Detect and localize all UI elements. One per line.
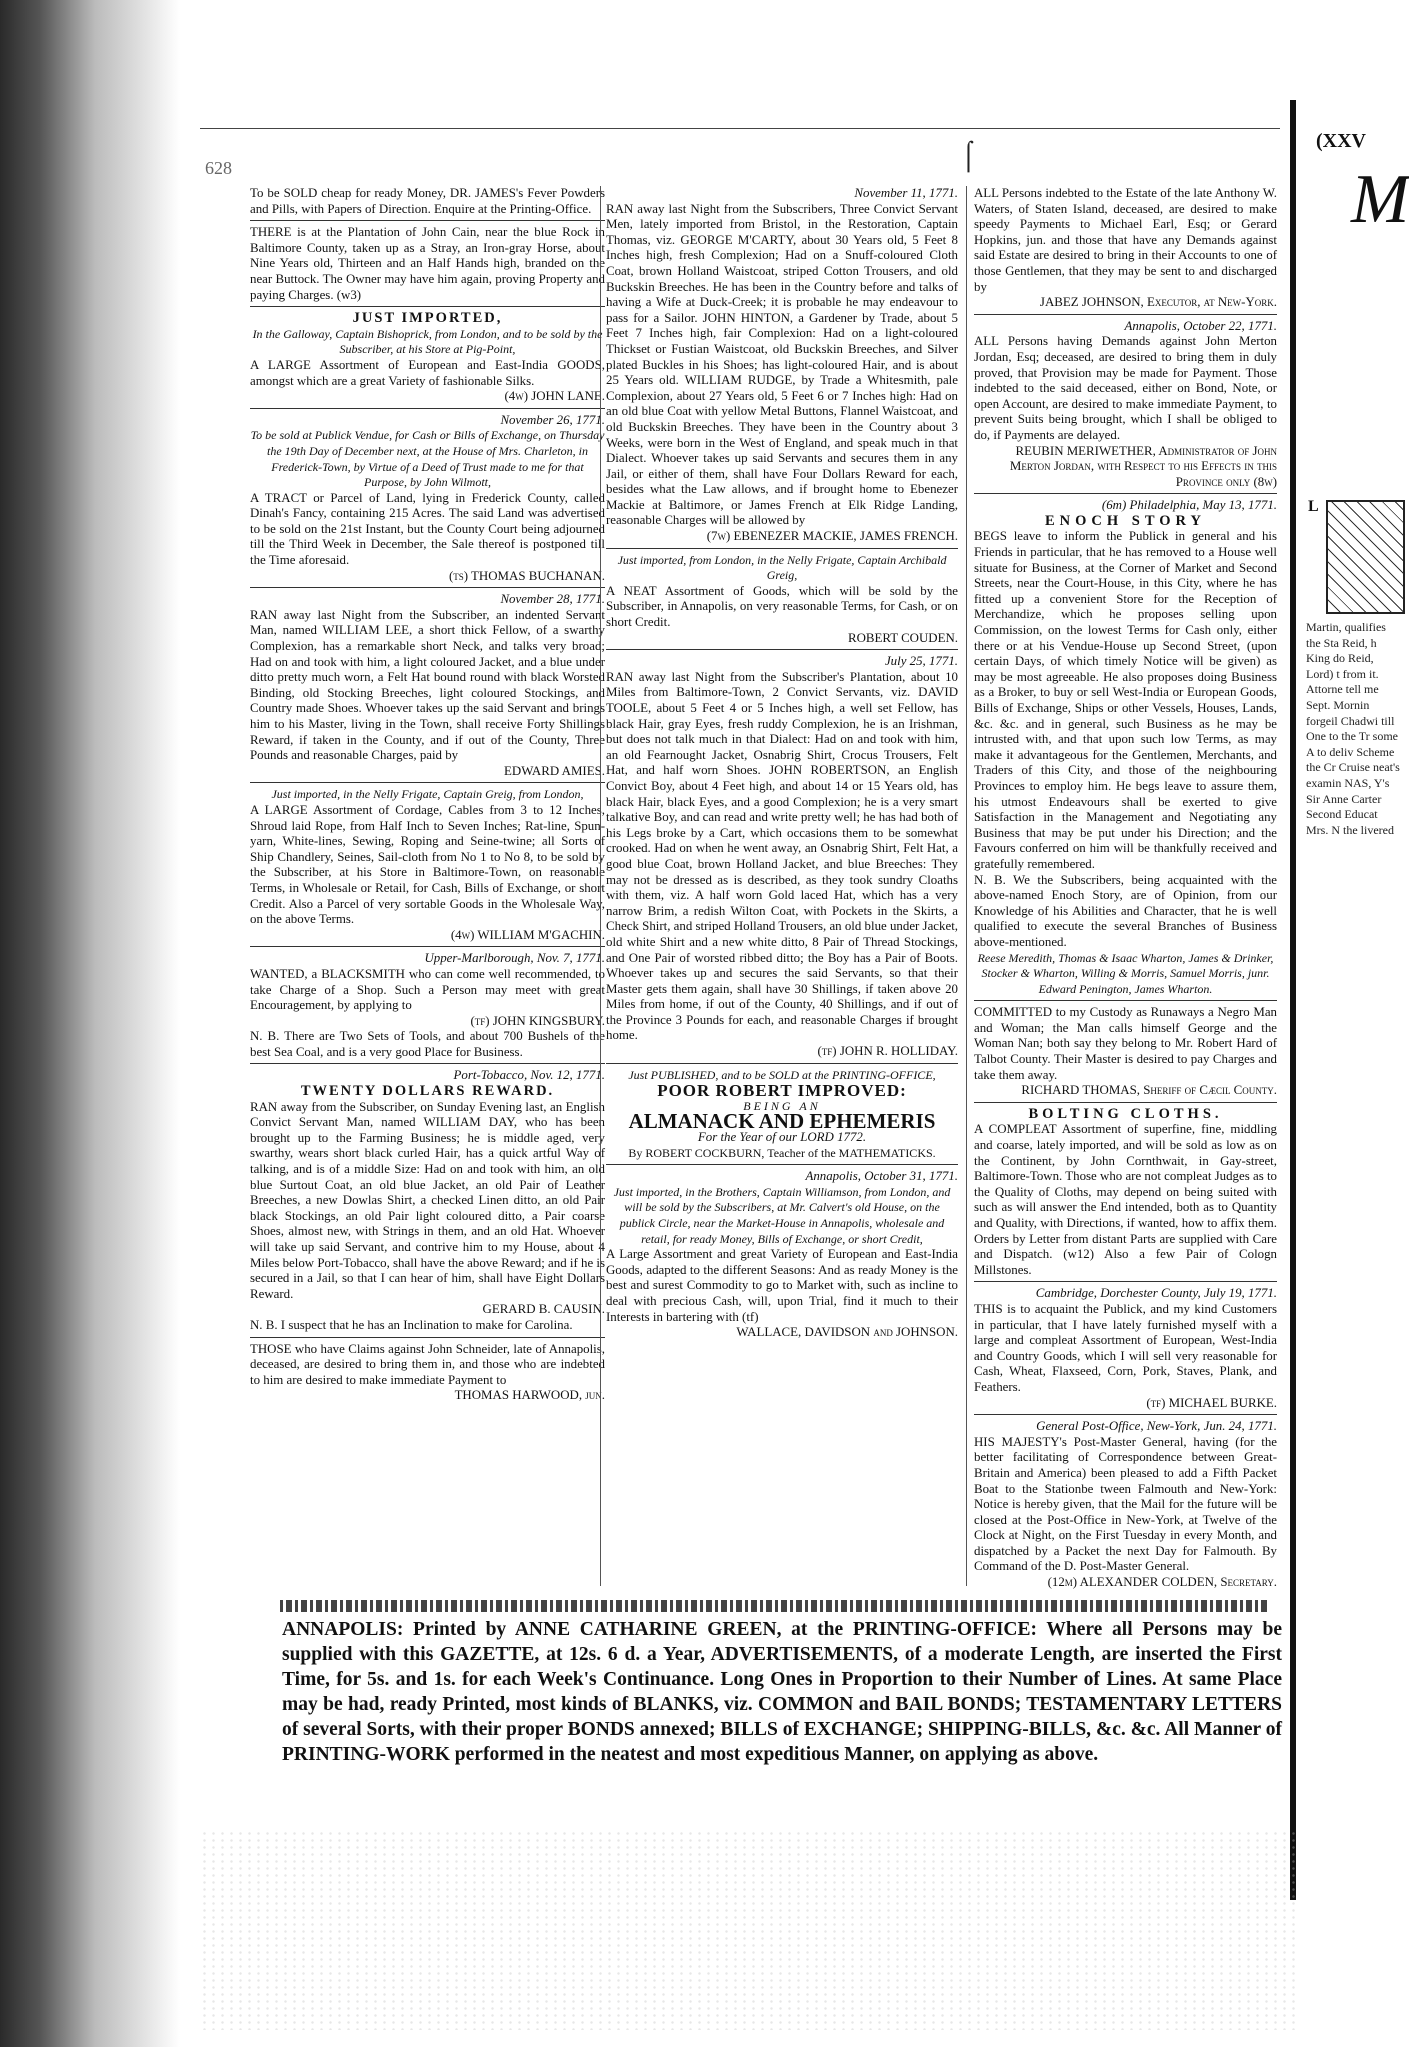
facing-page-title: (XXV	[1316, 130, 1366, 152]
ad-enoch-story: (6m) Philadelphia, May 13, 1771. ENOCH STORY BEGS leave to inform the Publick in general and his Friends in particular, that he has removed to a House well situate for Business, at the Corner of Market and Second Streets, near the Court-House, in this City, where he has fitted up a convenient Store for the Reception of Merchandize, which he proposes selling upon Commission, on the lowest Terms for Cash only, either there or at his Vendue-House up Second Street, (upon certain Days, of which timely Notice will be given) as may be most agreeable. He also proposes doing Business as a Broker, to buy or sell West-India or European Goods, Bills of Exchange, Ships or other Vessels, Houses, Lands, &c. &c. and in general, such Business as he may be intrusted with, and that upon such low Terms, as may make it advantageous for the Gentlemen, Merchants, and Traders of this City, and those of the neighbouring Provinces to employ him. He begs leave to assure them, his utmost Endeavours shall be exerted to give Satisfaction in the Management and Negotiating any Business that may be put under his Direction; and the Favours conferred on him will be thankfully received and gratefully remembered. N. B. We the Subscribers, being acquainted with the above-named Enoch Story, are of Opinion, from our Knowledge of his Abilities and Character, that he is well qualified to execute the several Branches of Business above-mentioned. Reese Meredith, Thomas & Isaac Wharton, James & Drinker, Stocker & Wharton, Willing & Morris, Samuel Morris, junr. Edward Penington, James Wharton.	[974, 498, 1277, 1001]
ink-mark: ⌠	[960, 140, 977, 171]
ad-committed-runaways: COMMITTED to my Custody as Runaways a Negro Man and Woman; the Man calls himself George and the Woman Nan; both say they belong to Mr. Robert Hard of Talbot County. Their Master is desired to pay Charges and take them away. RICHARD THOMAS, Sheriff of Cæcil County.	[974, 1005, 1277, 1103]
ad-schneider-claims: THOSE who have Claims against John Schneider, late of Annapolis, deceased, are desired to bring them in, and those who are indebted to him are desired to make immediate Payment to THOMAS HARWOOD, jun.	[250, 1341, 605, 1403]
column-3	[974, 186, 1277, 1601]
facing-page-section: L	[1308, 498, 1319, 515]
column-rule-1	[600, 186, 601, 1586]
column-rule-2	[966, 186, 967, 1586]
ad-runaway-william-lee: November 28, 1771. RAN away last Night from the Subscriber, an indented Servant Man, named WILLIAM LEE, a short thick Fellow, of a swarthy Complexion, has a remarkable short Neck, and talks very broad; Had on and took with him, a light coloured Jacket, and a blue under ditto pretty much worn, a Felt Hat bound round with black Worsted Binding, old Stocking Breeches, light coloured Stockings, and Country made Shoes. Whoever takes up the said Servant and brings him to his Master, living in the Town, shall receive Forty Shillings Reward, if taken in the County, and if out of the County, Three Pounds and reasonable Charges, paid by EDWARD AMIES.	[250, 592, 605, 783]
ad-jordan-estate: Annapolis, October 22, 1771. ALL Persons having Demands against John Merton Jordan, Esq; deceased, are desired to bring them in duly proved, that Provision may be made for Payment. Those indebted to the said deceased, either on Bond, Note, or open Account, are desired to make immediate Payment, to prevent Suits being brought, which I shall be obliged to do, if Payments are delayed. REUBIN MERIWETHER, Administrator of John Merton Jordan, with Respect to his Effects in this Province only (8w)	[974, 319, 1277, 495]
column-2	[606, 186, 958, 1601]
facing-page-ornament	[1326, 500, 1405, 614]
facing-page-fragment	[1290, 100, 1409, 1900]
page-number: 628	[205, 158, 232, 178]
ad-three-convicts: November 11, 1771. RAN away last Night from the Subscribers, Three Convict Servant Men, lately imported from Bristol, in the Restoration, Captain Thomas, viz. GEORGE M'CARTY, about 30 Years old, 5 Feet 8 Inches high, fresh Complexion; Had on a Snuff-coloured Cloth Coat, brown Holland Waistcoat, striped Cotton Trousers, and old Buckskin Breeches. He has been in the Country before and talks of having a Wife at Duck-Creek; it is probable he may endeavour to pass for a Sailor. JOHN HINTON, a Gardener by Trade, about 5 Feet 7 Inches high, fair Complexion: Had on a light-coloured Thickset or Fustian Waistcoat, old Buckskin Breeches, and Silver plated Buckles in his Shoes; has light-coloured Hair, and is about 25 Years old. WILLIAM RUDGE, by Trade a Whitesmith, pale Complexion, about 27 Years old, 5 Feet 6 or 7 Inches high: Had on an old blue Coat with yellow Metal Buttons, Flannel Waistcoat, and old Buckskin Breeches. They have been in the Country about 3 Weeks, were born in the West of England, and speak much in that Dialect. Whoever takes up said Servants and secures them in any Jail, or either of them, shall have Four Dollars Reward for each, besides what the Law allows, and if brought home to Ebenezer Mackie at Baltimore, or James French at Elk Ridge Landing, reasonable Charges will be allowed by (7w) EBENEZER MACKIE, JAMES FRENCH.	[606, 186, 958, 549]
ad-almanack: Just PUBLISHED, and to be SOLD at the PRINTING-OFFICE, POOR ROBERT IMPROVED: BEING AN ALMANACK AND EPHEMERIS For the Year of our LORD 1772. By ROBERT COCKBURN, Teacher of the MATHEMATICKS.	[606, 1068, 958, 1166]
ad-cordage: Just imported, in the Nelly Frigate, Captain Greig, from London, A LARGE Assortment of Cordage, Cables from 3 to 12 Inches, Shroud laid Rope, from Half Inch to Seven Inches; Rat-line, Spun-yarn, White-lines, Sewing, Roping and Seine-twine; all Sorts of Ship Chandlery, Seines, Sail-cloth from No 1 to No 8, to be sold by the Subscriber, at his Store in Baltimore-Town, on reasonable Terms, in Wholesale or Retail, for Cash, Bills of Exchange, or short Credit. Also a Parcel of very sortable Goods in the Wholesale Way, on the above Terms. (4w) WILLIAM M'GACHIN.	[250, 787, 605, 947]
ad-michael-burke: Cambridge, Dorchester County, July 19, 1771. THIS is to acquaint the Publick, and my kind Customers in particular, that I have lately furnished myself with a large and compleat Assortment of European, West-India and Country Goods, which I will sell very reasonable for Cash, Wheat, Flaxseed, Corn, Pork, Staves, Plank, and Feathers. (tf) MICHAEL BURKE.	[974, 1286, 1277, 1415]
ad-stray-horse: THERE is at the Plantation of John Cain, near the blue Rock in Baltimore County, taken up as a Stray, an Iron-gray Horse, about Nine Years old, Thirteen and an Half Hands high, branded on the near Buttock. The Owner may have him again, proving Property and paying Charges. (w3)	[250, 225, 605, 307]
ad-land-vendue: November 26, 1771. To be sold at Publick Vendue, for Cash or Bills of Exchange, on Thursday the 19th Day of December next, at the House of Mrs. Charleton, in Frederick-Town, by Virtue of a Deed of Trust made to me for that Purpose, by John Wilmott, A TRACT or Parcel of Land, lying in Frederick County, called Dinah's Fancy, containing 215 Acres. The said Land was advertised to be sold on the 21st Instant, but the County Court being adjourned till the Third Week in December, the Sale thereof is postponed till the Time aforesaid. (ts) THOMAS BUCHANAN.	[250, 413, 605, 589]
ad-waters-estate: ALL Persons indebted to the Estate of the late Anthony W. Waters, of Staten Island, deceased, are desired to make speedy Payments to Michael Earl, Esq; or Gerard Hopkins, jun. and those that have any Demands against said Estate are desired to bring in their Accounts to one of those Gentlemen, that they may be sent to and discharged by JABEZ JOHNSON, Executor, at New-York.	[974, 186, 1277, 315]
ad-blacksmith-wanted: Upper-Marlborough, Nov. 7, 1771. WANTED, a BLACKSMITH who can come well recommended, to take Charge of a Shop. Such a Person may meet with great Encouragement, by applying to (tf) JOHN KINGSBURY. N. B. There are Two Sets of Tools, and about 700 Bushels of the best Sea Coal, and is a very good Place for Business.	[250, 951, 605, 1064]
ad-bolting-cloths: BOLTING CLOTHS. A COMPLEAT Assortment of superfine, fine, middling and coarse, lately imported, and will be sold as low as on the Continent, by John Cornthwait, in Gay-street, Baltimore-Town. Those who are not compleat Judges as to the Quality of Cloths, may depend on being suited with such as will answer the End intended, both as to Quantity and Quality, with Directions, if wanted, how to affix them. Orders by Letter from distant Parts are supplied with Care and Dispatch. (w12) Also a few Pair of Cologn Millstones.	[974, 1107, 1277, 1283]
ad-post-office: General Post-Office, New-York, Jun. 24, 1771. HIS MAJESTY's Post-Master General, having (for the better facilitating of Correspondence between Great-Britain and America) been pleased to add a Fifth Packet Boat to the Stationbe tween Falmouth and New-York: Notice is hereby given, that the Mail for the future will be closed at the Post-Office in New-York, at Twelve of the Clock at Night, on the First Tuesday in every Month, and dispatched by a Packet the next Day for Falmouth. By Command of the D. Post-Master General. (12m) ALEXANDER COLDEN, Secretary.	[974, 1419, 1277, 1590]
ad-robert-couden: Just imported, from London, in the Nelly Frigate, Captain Archibald Greig, A NEAT Assortment of Goods, which will be sold by the Subscriber, in Annapolis, on very reasonable Terms, for Cash, or on short Credit. ROBERT COUDEN.	[606, 553, 958, 651]
ornamental-border	[280, 1600, 1270, 1612]
binding-shadow	[0, 0, 200, 2047]
facing-page-text: Martin, qualifies the Sta Reid, h King do Reid, Lord) t from it. Attorne tell me Sept. Mornin forgeil Chadwi till One to the Tr some A to deliv Scheme the Cr Cruise neat's examin NAS, Y's Sir Anne Carter Second Educat Mrs. N the livered	[1306, 620, 1400, 837]
paper-speckle	[200, 1830, 1300, 2030]
ad-wallace-davidson-johnson: Annapolis, October 31, 1771. Just imported, in the Brothers, Captain Williamson, from London, and will be sold by the Subscribers, at Mr. Calvert's old House, on the publick Circle, near the Market-House in Annapolis, wholesale and retail, for ready Money, Bills of Exchange, or short Credit, A Large Assortment and great Variety of European and East-India Goods, adapted to the different Seasons: And as ready Money is the best and surest Commodity to go to Market with, such as incline to deal with precious Cash, will, upon Trial, find it much to their Interests in bartering with (tf) WALLACE, DAVIDSON and JOHNSON.	[606, 1169, 958, 1340]
ad-fever-powders: To be SOLD cheap for ready Money, DR. JAMES's Fever Powders and Pills, with Papers of Direction. Enquire at the Printing-Office.	[250, 186, 605, 221]
ad-twenty-dollars-reward: Port-Tobacco, Nov. 12, 1771. TWENTY DOLLARS REWARD. RAN away from the Subscriber, on Sunday Evening last, an English Convict Servant Man, named WILLIAM DAY, who has been brought up to the Farming Business; he is middle aged, very swarthy, wears short black curled Hair, has a quick artful Way of talking, and is of a middle Size: Had on and took with him, an old blue Surtout Coat, an old blue Jacket, an old Pair of Leather Breeches, a new Dowlas Shirt, a checked Linen ditto, an old Pair black Stockings, an old Pair light coloured ditto, a Pair coarse Shoes, almost new, with Strings in them, and an old Hat. Whoever will take up said Servant, and contrive him to my House, about 4 Miles below Port-Tobacco, shall have the above Reward; and if he is secured in a Jail, so that I can hear of him, shall have Eight Dollars Reward. GERARD B. CAUSIN. N. B. I suspect that he has an Inclination to make for Carolina.	[250, 1068, 605, 1337]
printer-imprint: ANNAPOLIS: Printed by ANNE CATHARINE GREEN, at the PRINTING-OFFICE: Where all Persons may be supplied with this GAZETTE, at 12s. 6 d. a Year, ADVERTISEMENTS, of a moderate Length, are inserted the First Time, for 5s. and 1s. for each Week's Continuance. Long Ones in Proportion to their Number of Lines. At same Place may be had, ready Printed, most kinds of BLANKS, viz. COMMON and BAIL BONDS; TESTAMENTARY LETTERS of several Sorts, with their proper BONDS annexed; BILLS of EXCHANGE; SHIPPING-BILLS, &c. &c. All Manner of PRINTING-WORK performed in the neatest and most expeditious Manner, on applying as above.	[282, 1619, 1282, 1765]
column-1	[250, 186, 605, 1601]
ad-holliday-runaways: July 25, 1771. RAN away last Night from the Subscriber's Plantation, about 10 Miles from Baltimore-Town, 2 Convict Servants, viz. DAVID TOOLE, about 5 Feet 4 or 5 Inches high, a well set Fellow, has black Hair, gray Eyes, fresh ruddy Complexion, he is an Irishman, but does not talk much in that Dialect: Had on and took with him, an old Fearnought Jacket, Osnabrig Shirt, Crocus Trousers, Felt Hat, and half worn Shoes. JOHN ROBERTSON, an English Convict Boy, about 4 Feet high, and about 14 or 15 Years old, has black Hair, black Eyes, and a good Complexion; he is a very smart talkative Boy, and can read and write pretty well; he has had both of his Legs broke by a Cart, which occasions them to be somewhat crooked. Had on when he went away, an Osnabrig Shirt, Felt Hat, a good blue Coat, brown Holland Jacket, and blue Breeches: They may not be dressed as is described, as they took sundry Cloaths with them, viz. A half worn Gold laced Hat, which has a very narrow Brim, a redish Wilton Coat, with Pockets in the Skirts, a Check Shirt, and striped Holland Trousers, an old blue under Jacket, old white Shirt and a new white ditto, 8 Pair of Thread Stockings, and One Pair of worsted ribbed ditto; the Boy has a Pair of Boots. Whoever takes up and secures the said Servants, so that their Master gets them again, shall have 30 Shillings, if taken above 20 Miles from home, if out of the County, 40 Shillings, and if out of the Province 3 Pounds for each, and reasonable Charges if brought home. (tf) JOHN R. HOLLIDAY.	[606, 654, 958, 1063]
ad-john-lane: JUST IMPORTED, In the Galloway, Captain Bishoprick, from London, and to be sold by the Subscriber, at his Store at Pig-Point, A LARGE Assortment of European and East-India GOODS, amongst which are a great Variety of fashionable Silks. (4w) JOHN LANE.	[250, 311, 605, 409]
header-rule	[200, 128, 1280, 129]
facing-page-letter: M	[1351, 161, 1409, 238]
